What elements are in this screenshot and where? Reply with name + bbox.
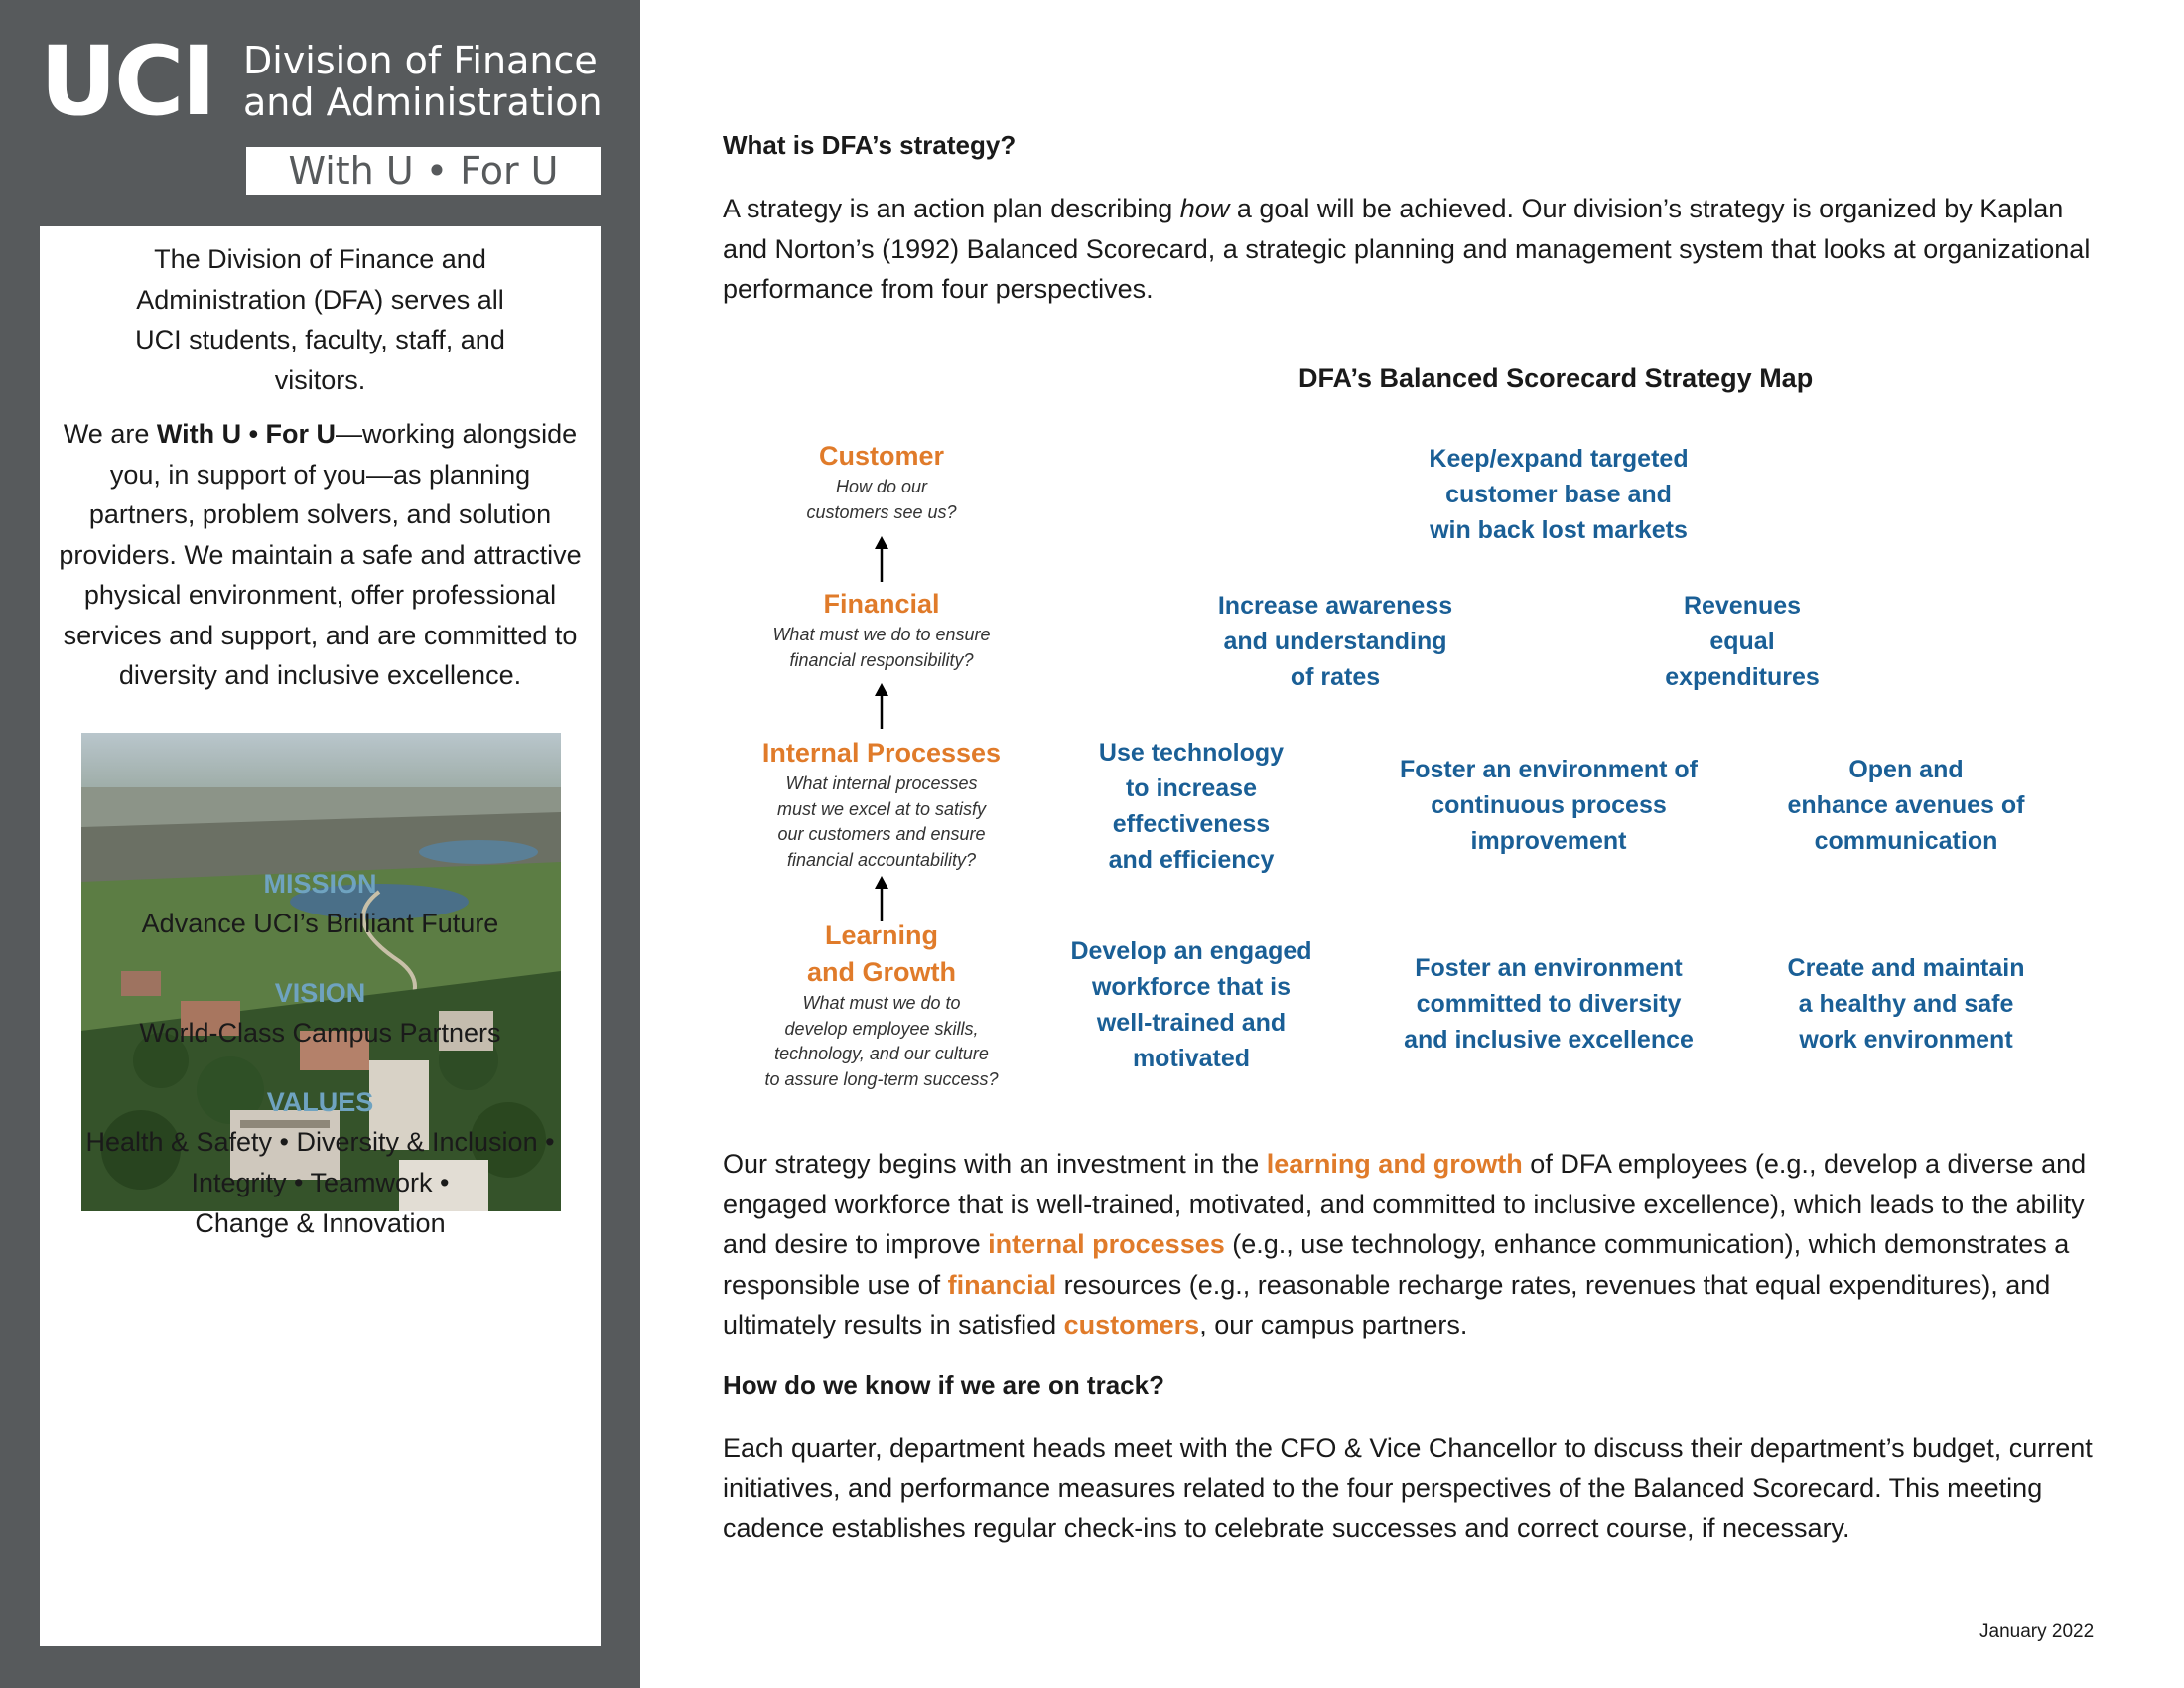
summary-text: of DFA employees (e.g., develop a diverse and engaged workforce that is well-trained, motivated, and committed to inclusive excellence), which leads to the ability and desire to improve (723, 1149, 2087, 1259)
perspective-question: must we excel at to satisfy (776, 798, 987, 819)
summary-text: Our strategy begins with an investment in the (723, 1149, 1267, 1179)
objective-line: of rates (1290, 663, 1381, 691)
objective-revenues-equal-expenditures (1593, 588, 1891, 695)
objective-line: and inclusive excellence (1404, 1026, 1694, 1054)
mission-text: Advance UCI’s Brilliant Future (141, 909, 499, 938)
values-heading: VALUES (266, 1087, 374, 1117)
mission-block (40, 864, 601, 944)
objective-line: a healthy and safe (1798, 990, 2014, 1018)
perspective-question: financial accountability? (786, 849, 977, 870)
perspective-name: and Growth (807, 957, 956, 987)
objective-engaged-workforce (1042, 933, 1340, 1076)
objective-line: Keep/expand targeted (1429, 445, 1689, 473)
perspective-customer (723, 438, 1040, 525)
objective-line: Revenues (1683, 592, 1802, 620)
strategy-text: A strategy is an action plan describing (723, 194, 1180, 223)
perspective-question: our customers and ensure (777, 824, 986, 844)
track-heading: How do we know if we are on track? (723, 1370, 1164, 1400)
summary-text: resources (e.g., reasonable recharge rates, revenues that equal expenditures), and ultimately results in satisfied (723, 1269, 2051, 1339)
objective-line: Use technology (1098, 739, 1285, 767)
objective-line: to increase (1125, 774, 1257, 802)
intro-tagline-bold: With U • For U (156, 419, 337, 449)
summary-text: , our campus partners. (1199, 1310, 1468, 1339)
intro-paragraph-1: The Division of Finance and Administration (DFA) serves all UCI students, faculty, staff, and visitors. (135, 244, 505, 395)
objective-continuous-process-improvement (1370, 752, 1727, 859)
sidebar-card (40, 226, 601, 1646)
highlight-learning-growth: learning and growth (1266, 1149, 1523, 1179)
intro-text: —working alongside you, in support of you—as planning partners, problem solvers, and solution providers. We maintain a safe and attractive physical environment, offer professional services and support, and are committed to diversity and inclusive excellence. (59, 419, 582, 690)
logo-mark: UCI (40, 26, 214, 137)
highlight-financial: financial (947, 1269, 1057, 1300)
perspective-question: How do our (835, 477, 928, 496)
values-line-2: Integrity • Teamwork • (191, 1168, 450, 1197)
objective-line: Foster an environment (1415, 954, 1683, 982)
perspective-question: What must we do to ensure (772, 625, 991, 644)
perspective-question: What internal processes (785, 774, 978, 793)
perspective-financial (723, 586, 1040, 673)
objective-line: and understanding (1223, 628, 1447, 655)
objective-healthy-safe-workplace (1757, 950, 2055, 1057)
strategy-map-title: DFA’s Balanced Scorecard Strategy Map (1298, 363, 1814, 393)
perspective-question: financial responsibility? (789, 649, 974, 670)
strategy-emphasis: how (1179, 194, 1230, 223)
summary-paragraph (723, 1144, 2103, 1345)
arrow-up-icon (872, 876, 891, 921)
highlight-internal-processes: internal processes (988, 1229, 1225, 1259)
objective-line: customer base and (1445, 481, 1672, 508)
mission-heading: MISSION (263, 869, 377, 899)
arrow-up-icon (872, 683, 891, 729)
values-line-1: Health & Safety • Diversity & Inclusion • (85, 1127, 555, 1157)
objective-use-technology (1052, 735, 1330, 878)
perspective-name: Financial (823, 589, 940, 619)
intro-text: We are (63, 419, 157, 449)
objective-line: continuous process (1431, 791, 1667, 819)
objective-line: Foster an environment of (1399, 756, 1699, 783)
objective-line: Open and (1848, 756, 1964, 783)
objective-line: enhance avenues of (1787, 791, 2025, 819)
perspective-name: Customer (818, 441, 945, 471)
division-line-1: Division of Finance (243, 39, 598, 82)
strategy-text: a goal will be achieved. Our division’s strategy is organized by Kaplan and Norton’s (1992) Balanced Scorecard, a strategic planning and management system that looks at organizational performance from four perspectives. (723, 194, 2091, 304)
objective-line: win back lost markets (1430, 516, 1688, 544)
sidebar (0, 0, 640, 1688)
document-date: January 2022 (1979, 1621, 2095, 1642)
highlight-customers: customers (1063, 1310, 1200, 1339)
perspective-question: to assure long-term success? (764, 1068, 999, 1089)
objective-line: improvement (1470, 827, 1627, 855)
perspective-learning-growth (723, 917, 1040, 1092)
objective-line: motivated (1132, 1045, 1251, 1072)
objective-line: work environment (1799, 1026, 2013, 1054)
objective-line: workforce that is (1091, 973, 1292, 1001)
perspective-question: develop employee skills, (784, 1018, 979, 1039)
track-paragraph: Each quarter, department heads meet with the CFO & Vice Chancellor to discuss their department’s budget, current initiatives, and performance measures related to the four perspectives of the Balanced Scorecard. This meeting cadence establishes regular check-ins to celebrate successes and correct course, if necessary. (723, 1433, 2093, 1543)
summary-text: (e.g., use technology, enhance communication), which demonstrates a responsible use of (723, 1229, 2070, 1300)
perspective-name: Internal Processes (761, 738, 1002, 768)
values-line-3: Change & Innovation (195, 1208, 446, 1238)
vision-block (40, 973, 601, 1054)
objective-customer-base (1360, 441, 1757, 548)
objective-line: well-trained and (1096, 1009, 1287, 1037)
perspective-name: Learning (824, 920, 938, 950)
perspective-question: customers see us? (806, 501, 957, 522)
strategy-paragraph (723, 189, 2103, 310)
objective-line: Create and maintain (1787, 954, 2025, 982)
objective-awareness-of-rates (1166, 588, 1504, 695)
values-block (40, 1082, 601, 1244)
intro (40, 239, 601, 710)
objective-line: effectiveness (1112, 810, 1271, 838)
division-name (243, 40, 603, 123)
strategy-heading: What is DFA’s strategy? (723, 130, 1017, 160)
intro-paragraph-2 (40, 414, 601, 696)
objective-line: committed to diversity (1416, 990, 1682, 1018)
objective-line: Increase awareness (1217, 592, 1453, 620)
division-line-2: and Administration (243, 80, 603, 124)
perspective-internal-processes (723, 735, 1040, 873)
objective-line: Develop an engaged (1070, 937, 1312, 965)
arrow-up-icon (872, 536, 891, 582)
uci-logo (40, 26, 608, 137)
objective-line: and efficiency (1108, 846, 1275, 874)
vision-text: World-Class Campus Partners (139, 1018, 501, 1048)
perspective-question: What must we do to (802, 993, 961, 1013)
objective-communication (1757, 752, 2055, 859)
vision-heading: VISION (274, 978, 366, 1008)
tagline: With U • For U (246, 147, 601, 195)
objective-line: equal (1709, 628, 1775, 655)
objective-line: expenditures (1665, 663, 1820, 691)
objective-line: communication (1814, 827, 1998, 855)
objective-diversity-inclusion (1370, 950, 1727, 1057)
perspective-question: technology, and our culture (774, 1044, 989, 1063)
